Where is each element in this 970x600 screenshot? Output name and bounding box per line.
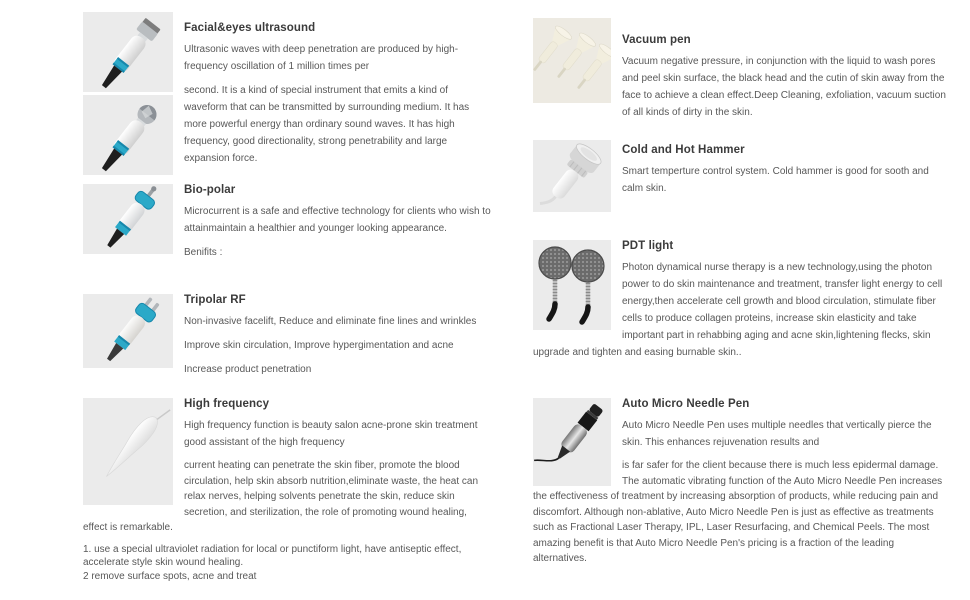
section-pdt-light (533, 240, 947, 368)
left-column (83, 0, 493, 600)
product-image-group (533, 398, 611, 489)
section-title: Tripolar RF (184, 294, 246, 306)
vacuum-pen-tubes-image (533, 18, 611, 103)
product-image-group (83, 12, 173, 178)
section-title: High frequency (184, 398, 270, 410)
section-paragraph: 1. use a special ultraviolet radiation for local or punctiform light, have antiseptic effect, accelerate style skin wound healing. (83, 543, 462, 568)
section-paragraph: is far safer for the client because there is much less epidermal damage. The automatic vibrating function of the Auto Micro Needle Pen increases the effectiveness of treatment by increasing absorption of products, while reducing pain and discomfort. Although non-ablative, Auto Micro Needle Pen is just as effective as treatments such as Fractional Laser Therapy, IPL, Laser Resurfacing, and Chemical Peels. The most amazing benefit is that Auto Micro Needle Pen's pricing is a fraction of the leading alternatives. (533, 460, 943, 564)
section-paragraph: 2 remove surface spots, acne and treat (83, 570, 257, 582)
section-bio-polar (83, 184, 493, 268)
section-paragraph: current heating can penetrate the skin fiber, promote the blood circulation, help skin absorb nutrition,eliminate waste, the heat can relax nerves, helping solvents penetrate the skin, reduce skin secretion, and sterilization, the role of promoting wound healing, effect is remarkable. (83, 460, 479, 533)
tripolar-rf-handpiece-image (83, 294, 173, 368)
section-paragraph: Photon dynamical nurse therapy is a new technology,using the photon power to do skin maintenance and treatment, transfer light energy to cell energy,then accelerate cell growth and blood circulation, stimulate fiber cells to produce collagen proteins, increase skin elasticity and take important part in rehabbing aging and acne skin,lightening flecks, skin upgrade and tighten and easing burnable skin.. (533, 262, 943, 358)
section-title: Auto Micro Needle Pen (622, 398, 750, 410)
section-auto-micro-needle-pen (533, 398, 947, 574)
section-high-frequency (83, 398, 493, 583)
section-paragraph: Non-invasive facelift, Reduce and eliminate fine lines and wrinkles (184, 316, 477, 327)
section-title: Vacuum pen (622, 34, 691, 46)
section-paragraph: second. It is a kind of special instrument that emits a kind of waveform that can be transmitted by surrounding medium. It has more powerful energy than ordinary sound waves. It has high frequency, good directionality, strong penetrability and large expansion force. (184, 85, 470, 164)
section-title: Cold and Hot Hammer (622, 144, 745, 156)
product-image-group (83, 184, 173, 257)
product-image-group (83, 294, 173, 371)
high-frequency-wand-image (83, 398, 173, 505)
auto-micro-needle-pen-image (533, 398, 611, 486)
section-cold-hot-hammer (533, 140, 947, 215)
product-image-group (533, 240, 611, 333)
section-title: Facial&eyes ultrasound (184, 22, 316, 34)
product-image-group (83, 398, 173, 508)
section-paragraph: Improve skin circulation, Improve hypergimentation and acne (184, 340, 454, 351)
ultrasound-round-head-image (83, 95, 173, 175)
section-paragraph: Microcurrent is a safe and effective technology for clients who wish to attainmaintain a healthier and younger looking appearance. (184, 206, 491, 234)
right-column (533, 0, 947, 600)
section-paragraph: Ultrasonic waves with deep penetration are produced by high-frequency oscillation of 1 million times per (184, 44, 459, 72)
ultrasound-flat-head-image (83, 12, 173, 92)
section-paragraph: High frequency function is beauty salon acne-prone skin treatment good assistant of the high frequency (184, 420, 478, 448)
section-paragraph: Smart temperture control system. Cold hammer is good for sooth and calm skin. (622, 166, 929, 194)
section-vacuum-pen (533, 18, 947, 128)
section-paragraph: Benifits : (184, 247, 223, 258)
pdt-light-probes-image (533, 240, 611, 330)
section-facial-eyes-ultrasound (83, 12, 493, 178)
section-title: Bio-polar (184, 184, 236, 196)
section-paragraph: Increase product penetration (184, 364, 312, 375)
cold-hot-hammer-image (533, 140, 611, 212)
section-paragraph: Vacuum negative pressure, in conjunction with the liquid to wash pores and peel skin surface, the black head and the cutin of skin away from the face to achieve a clean effect.Deep Cleaning, exfoliation, vacuum suction of all kinds of dirty in the skin. (622, 56, 946, 118)
product-image-group (533, 140, 611, 215)
section-title: PDT light (622, 240, 674, 252)
section-tripolar-rf (83, 294, 493, 385)
bio-polar-handpiece-image (83, 184, 173, 254)
section-paragraph: Auto Micro Needle Pen uses multiple needles that vertically pierce the skin. This enhances rejuvenation results and (622, 420, 932, 448)
product-image-group (533, 18, 611, 106)
